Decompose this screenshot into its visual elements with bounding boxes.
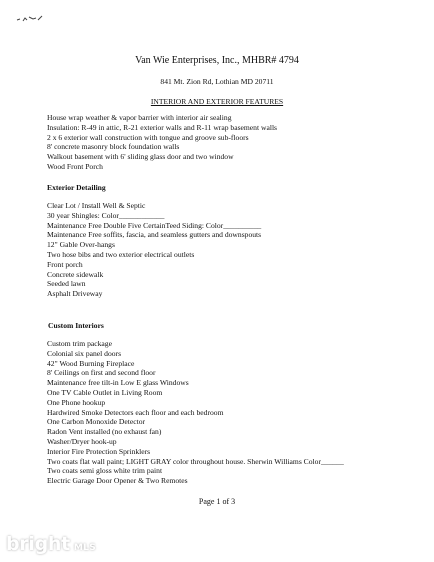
- list-item: Front porch: [47, 259, 83, 269]
- features-title: INTERIOR AND EXTERIOR FEATURES: [150, 97, 284, 106]
- list-item: Two hose bibs and two exterior electrical outlets: [47, 249, 195, 259]
- page-number: Page 1 of 3: [198, 497, 236, 506]
- list-item: Custom trim package: [47, 339, 112, 348]
- list-item: 2 x 6 exterior wall construction with tongue and groove sub-floors: [47, 132, 249, 142]
- list-item: Clear Lot / Install Well & Septic: [47, 201, 146, 210]
- watermark-sub: MLS: [73, 543, 96, 553]
- list-item: 12" Gable Over-hangs: [47, 240, 115, 250]
- interiors-heading: Custom Interiors: [48, 321, 104, 330]
- list-item: One TV Cable Outlet in Living Room: [47, 387, 163, 397]
- list-item: Hardwired Smoke Detectors each floor and each bedroom: [47, 407, 224, 417]
- list-item: Radon Vent installed (no exhaust fan): [47, 427, 162, 437]
- list-item: Seeded lawn: [47, 279, 86, 289]
- interiors-list: [47, 339, 419, 486]
- list-item: 8' concrete masonry block foundation walls: [47, 142, 180, 152]
- list-item: Colonial six panel doors: [47, 348, 122, 358]
- list-item: Interior Fire Protection Sprinklers: [47, 446, 151, 456]
- list-item: Insulation: R-49 in attic, R-21 exterior walls and R-11 wrap basement walls: [47, 122, 278, 132]
- list-item: 8' Ceilings on first and second floor: [47, 368, 156, 378]
- list-item: Maintenance Free soffits, fascia, and seamless gutters and downspouts: [47, 230, 262, 240]
- list-item: Asphalt Driveway: [47, 289, 103, 299]
- list-item: House wrap weather & vapor barrier with interior air sealing: [47, 113, 232, 122]
- list-item: Wood Front Porch: [47, 161, 103, 171]
- watermark-logo: [6, 533, 96, 555]
- list-item: 42" Wood Burning Fireplace: [47, 358, 135, 368]
- company-address: 841 Mt. Zion Rd, Lothian MD 20711: [160, 77, 274, 86]
- corner-scribble-icon: [16, 14, 44, 24]
- exterior-list: [47, 201, 419, 299]
- list-item: Maintenance free tilt-in Low E glass Windows: [47, 378, 189, 388]
- watermark-brand: bright: [6, 533, 70, 555]
- list-item: Washer/Dryer hook-up: [47, 436, 117, 446]
- list-item: One Phone hookup: [47, 397, 106, 407]
- list-item: Two coats semi gloss white trim paint: [47, 466, 163, 476]
- exterior-heading: Exterior Detailing: [47, 183, 106, 192]
- company-name: Van Wie Enterprises, Inc., MHBR# 4794: [135, 55, 299, 66]
- intro-list: [47, 113, 419, 172]
- list-item: 30 year Shingles: Color____________: [47, 210, 165, 220]
- list-item: Concrete sidewalk: [47, 269, 104, 279]
- list-item: Electric Garage Door Opener & Two Remotes: [47, 476, 188, 486]
- list-item: One Carbon Monoxide Detector: [47, 417, 146, 427]
- list-item: Two coats flat wall paint; LIGHT GRAY color throughout house. Sherwin Williams Color______: [47, 456, 344, 466]
- list-item: Maintenance Free Double Five CertainTeed Siding: Color__________: [47, 220, 262, 230]
- list-item: Walkout basement with 6' sliding glass door and two window: [47, 152, 234, 162]
